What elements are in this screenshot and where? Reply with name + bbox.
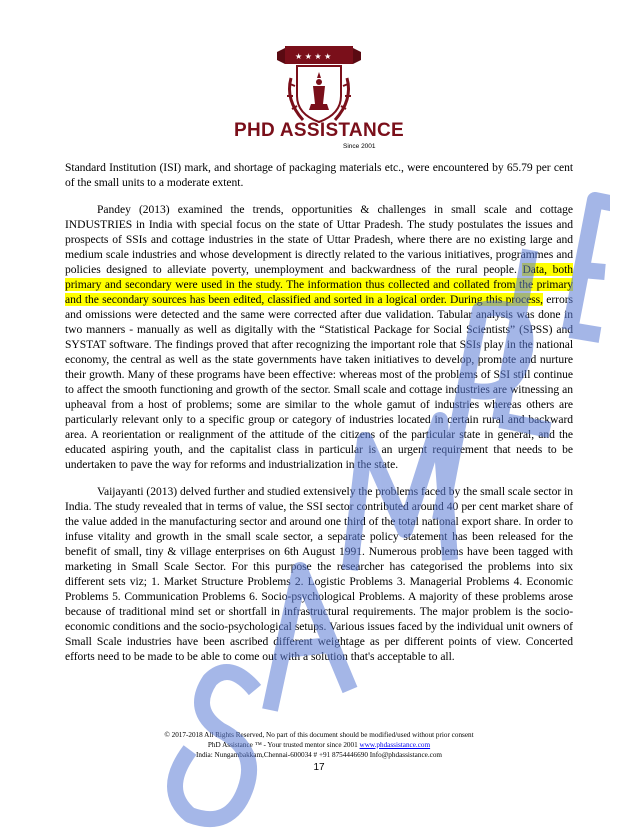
- page-header: [0, 0, 638, 160]
- paragraph-2: [65, 202, 573, 472]
- tagline-line: [0, 740, 638, 750]
- contact-line: India: Nungambakkam,Chennai-600034 # +91 8754446690 Info@phdassistance.com: [195, 751, 443, 759]
- since-label: Since 2001: [343, 143, 376, 150]
- paragraph-1: Standard Institution (ISI) mark, and shortage of packaging materials etc., were encountered by 65.79 per cent of the small units to a moderate extent.: [65, 161, 573, 189]
- paragraph-2-part-a: Pandey (2013) examined the trends, opportunities & challenges in small scale and cottage INDUSTRIES in India with special focus on the state of Uttar Pradesh. The study postulates the issues and prospects of SSIs and cottage industries in the state of Uttar Pradesh, where there are no existing large and medium scale industries and whose development is directly related to the various initiatives, programmes and policies designed to alleviate poverty, unemployment and backwardness of the rural people.: [65, 203, 573, 276]
- website-link[interactable]: www.phdassistance.com: [359, 741, 431, 749]
- page-number: 17: [313, 762, 325, 773]
- paragraph-2-part-b: errors and omissions were detected and the same were corrected after due validation. Tabular analysis was done in two manners - manually as well as digitally with the “Statistical Package for Social Scientists” (SPSS) and SYSTAT software. The findings proved that after recognizing the important role that SSIs play in the national economy, the central as well as the state governments have taken initiatives to develop, promote and nurture their growth. Many of these programs have been effective: whereas most of the problems of SSI still continue to affect the smooth functioning and growth of the sector. Small scale and cottage industries are witnessing an upheaval from a host of problems; some are similar to the whole gamut of industries whereas others are particularly relevant only to a specific group or category of industries located in certain rural and backward area. A reorientation or realignment of the attitude of the citizens of the particular state in general, and the educated aspiring youth, and the capitalist class in particular is an urgent requirement that needs to be undertaken to pave the way for reforms and industrialization in the state.: [65, 293, 573, 471]
- tagline-text: PhD Assistance ™ - Your trusted mentor since 2001: [207, 741, 358, 749]
- document-body: [65, 160, 573, 676]
- highlighted-text: Data, both primary and secondary were used in the study. The information thus collected and collated from the primary and the secondary sources has been edited, classified and sorted in a logical order. During this process,: [65, 263, 574, 306]
- paragraph-3: Vaijayanti (2013) delved further and studied extensively the problems faced by the small scale sector in India. The study revealed that in terms of value, the SSI sector contributed around 40 per cent market share of the value added in the manufacturing sector and around one third of the total national export share. In order to infuse vitality and growth in the small scale sector, a separate policy statement has been released for the benefit of small, tiny & village enterprises on 6th August 1991. Numerous problems have been tagged with marketing in Small Scale Sector. For this purpose the researcher has categorised the problems into six different sets viz; 1. Market Structure Problems 2. Logistic Problems 3. Managerial Problems 4. Economic Problems 5. Communication Problems 6. Socio-psychological Problems. A majority of these problems arose because of traditional mind set or shortfall in infrastructural requirements. The major problem is the socio-economic conditions and the socio-psychological setups. Various issues faced by the individual unit owners of Small Scale industries have been ascribed different weightage as per different points of view. Concerted efforts need to be made to be able to come out with a solution that's acceptable to all.: [65, 485, 573, 663]
- page-footer: [0, 730, 638, 760]
- brand-name: PHD ASSISTANCE: [234, 120, 404, 141]
- svg-text:★ ★ ★ ★: ★ ★ ★ ★: [295, 52, 332, 61]
- copyright-line: © 2017-2018 All Rights Reserved, No part of this document should be modified/used without prior consent: [164, 731, 474, 739]
